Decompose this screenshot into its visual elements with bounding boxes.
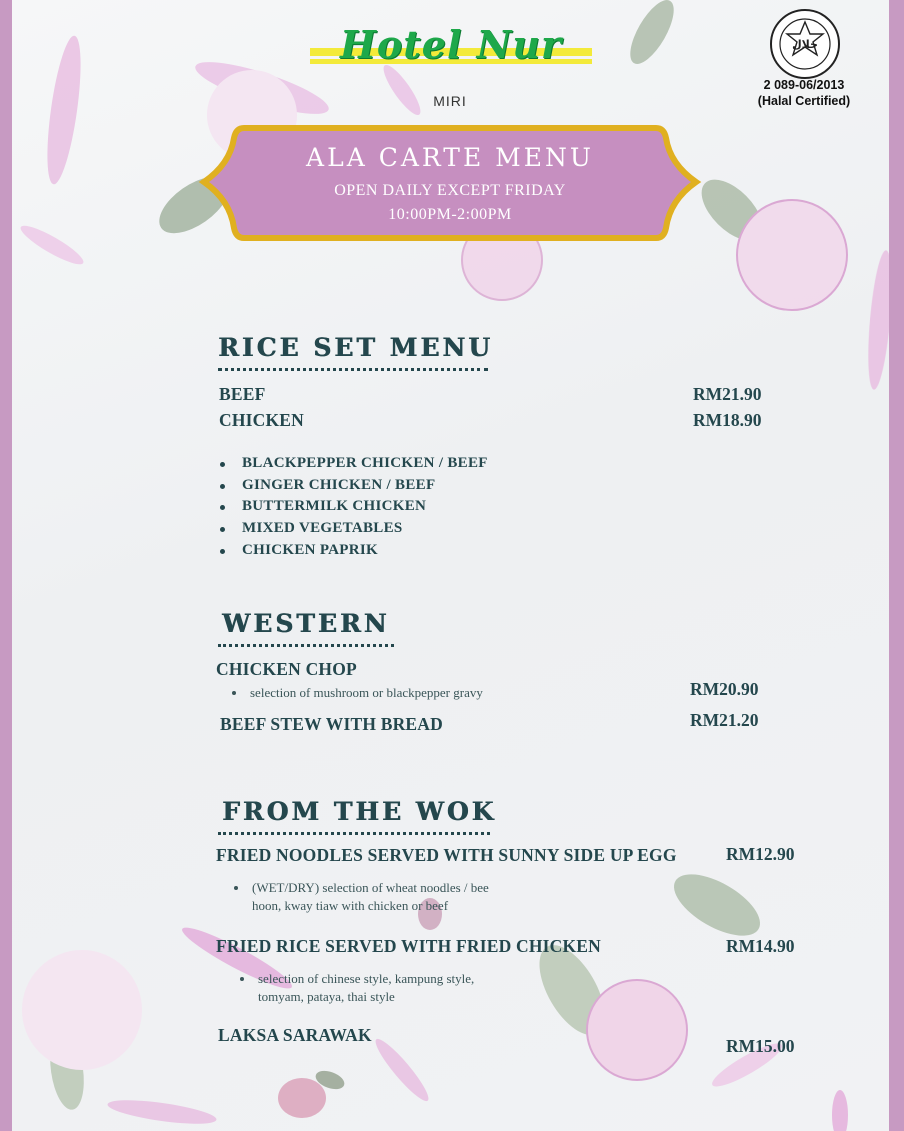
hotel-logo — [310, 22, 592, 72]
logo-text: Hotel Nur — [339, 22, 563, 67]
note-line: selection of chinese style, kampung style, — [258, 971, 475, 986]
menu-item-name: FRIED RICE SERVED WITH FRIED CHICKEN — [216, 936, 602, 956]
section-divider — [218, 368, 488, 371]
menu-item-note: selection of mushroom or blackpepper gravy — [230, 684, 483, 702]
section-title-western: WESTERN — [222, 609, 390, 638]
list-item: GINGER CHICKEN / BEEF — [218, 475, 488, 497]
menu-item-price: RM18.90 — [693, 410, 762, 430]
menu-item-name: CHICKEN CHOP — [216, 659, 357, 679]
list-item: MIXED VEGETABLES — [218, 518, 488, 540]
menu-item-name: BEEF — [219, 384, 266, 404]
section-divider — [218, 644, 394, 647]
opening-hours: 10:00PM-2:00PM — [388, 206, 512, 223]
menu-item-name: FRIED NOODLES SERVED WITH SUNNY SIDE UP EGG — [216, 845, 677, 865]
menu-title: ALA CARTE MENU — [306, 143, 594, 172]
halal-number: 2 089-06/2013 — [763, 78, 845, 92]
menu-item-note — [232, 879, 489, 915]
menu-item-price: RM20.90 — [690, 679, 759, 699]
halal-label: (Halal Certified) — [757, 94, 851, 108]
halal-certification-icon — [769, 8, 841, 80]
menu-item-note — [238, 970, 474, 1006]
menu-item-price: RM12.90 — [726, 844, 795, 864]
menu-item-name: BEEF STEW WITH BREAD — [220, 714, 443, 734]
rice-options-list — [218, 453, 488, 562]
section-title-wok: FROM THE WOK — [222, 797, 497, 826]
hotel-location: MIRI — [433, 93, 467, 109]
note-line: hoon, kway tiaw with chicken or beef — [252, 898, 449, 913]
halal-certificate-number — [734, 77, 874, 109]
section-divider — [218, 832, 490, 835]
svg-text:حلال: حلال — [792, 38, 818, 51]
menu-item-price: RM21.20 — [690, 710, 759, 730]
note-line: tomyam, pataya, thai style — [258, 989, 395, 1004]
menu-page — [12, 0, 889, 1131]
section-title-rice: RICE SET MENU — [218, 333, 493, 362]
menu-item-price: RM21.90 — [693, 384, 762, 404]
note-line: (WET/DRY) selection of wheat noodles / bee — [252, 880, 489, 895]
opening-days: OPEN DAILY EXCEPT FRIDAY — [334, 182, 566, 199]
menu-item-price: RM15.00 — [726, 1036, 795, 1056]
list-item: CHICKEN PAPRIK — [218, 540, 488, 562]
menu-item-price: RM14.90 — [726, 936, 795, 956]
list-item: BLACKPEPPER CHICKEN / BEEF — [218, 453, 488, 475]
list-item: BUTTERMILK CHICKEN — [218, 496, 488, 518]
menu-item-name: LAKSA SARAWAK — [218, 1025, 372, 1045]
menu-item-name: CHICKEN — [219, 410, 305, 430]
